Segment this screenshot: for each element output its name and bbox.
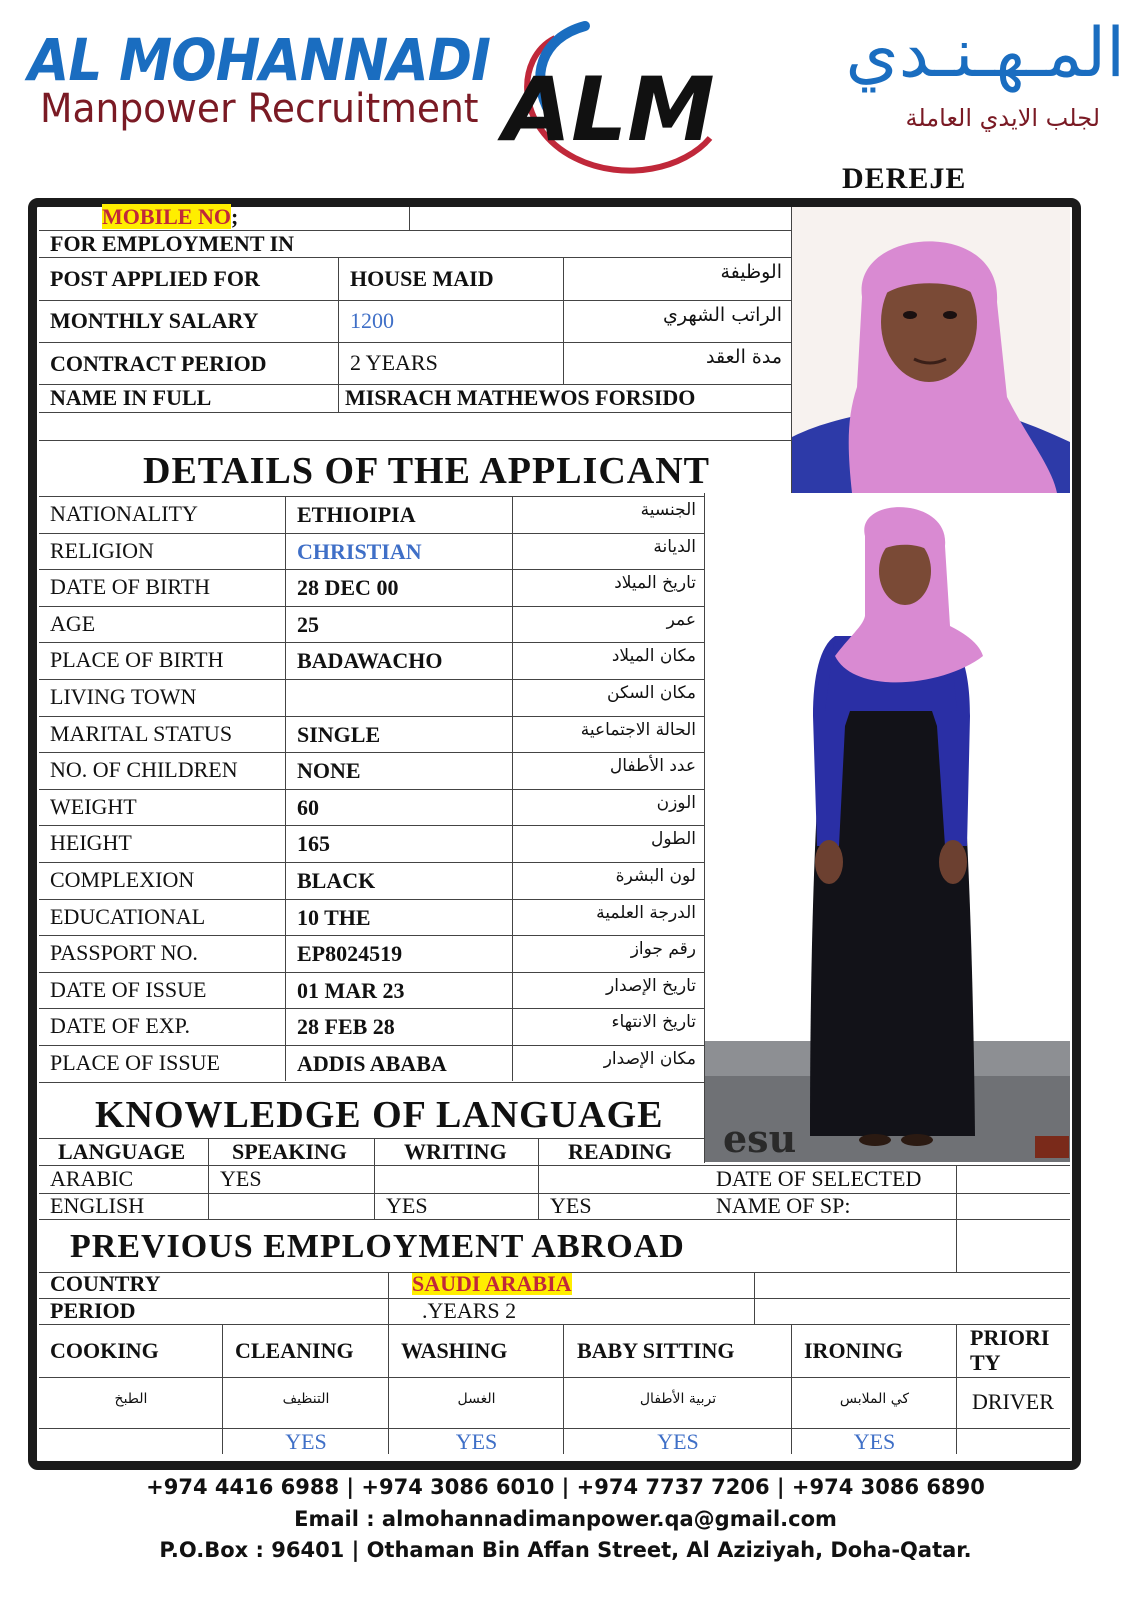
footer-address: P.O.Box : 96401 | Othaman Bin Affan Street, Al Aziziyah, Doha-Qatar.: [159, 1538, 972, 1562]
alm-logo: [495, 18, 725, 178]
skill-baby-sitting: BABY SITTING: [577, 1338, 735, 1363]
post-applied-value: HOUSE MAID: [350, 266, 494, 291]
details-label: DATE OF EXP.: [50, 1013, 190, 1038]
monthly-salary-label: MONTHLY SALARY: [50, 308, 259, 333]
details-value: CHRISTIAN: [297, 539, 422, 564]
footer-email: Email : almohannadimanpower.qa@gmail.com: [294, 1507, 837, 1531]
details-value: BADAWACHO: [297, 648, 443, 673]
details-row-divider: [39, 679, 704, 680]
details-row-divider: [39, 825, 704, 826]
brand-name-english: AL MOHANNADI: [28, 26, 491, 94]
details-row-divider: [39, 1008, 704, 1009]
details-arabic-label: عمر: [666, 610, 696, 630]
lang-arabic-speaking: YES: [220, 1166, 262, 1191]
details-label: MARITAL STATUS: [50, 721, 233, 746]
details-arabic-label: مكان السكن: [607, 683, 696, 703]
details-label: RELIGION: [50, 538, 154, 563]
details-value: EP8024519: [297, 941, 403, 966]
details-title: DETAILS OF THE APPLICANT: [143, 450, 711, 492]
skill-washing-arabic: الغسل: [457, 1391, 496, 1407]
post-applied-label: POST APPLIED FOR: [50, 266, 260, 291]
country-value: SAUDI ARABIA: [412, 1271, 572, 1296]
details-arabic-label: تاريخ الانتهاء: [611, 1012, 696, 1032]
priority-label-line2: TY: [970, 1350, 1001, 1375]
details-row-divider: [39, 935, 704, 936]
details-arabic-label: الدرجة العلمية: [596, 903, 696, 923]
brand-tagline-arabic: لجلب الايدي العاملة: [905, 104, 1100, 132]
skill-washing-value: YES: [455, 1429, 498, 1454]
details-arabic-label: الوزن: [656, 793, 696, 813]
mobile-label: MOBILE NO: [102, 204, 231, 229]
lang-row-english: ENGLISH: [50, 1193, 145, 1218]
skill-cooking: COOKING: [50, 1338, 159, 1363]
name-in-full-label: NAME IN FULL: [50, 385, 212, 410]
full-body-photo: [705, 496, 1070, 1162]
details-value: 01 MAR 23: [297, 978, 405, 1003]
details-arabic-label: الديانة: [653, 537, 696, 557]
skill-baby-sitting-arabic: تربية الأطفال: [639, 1391, 717, 1407]
details-value: 60: [297, 795, 319, 820]
details-value: ETHIOIPIA: [297, 502, 416, 527]
name-of-sp-label: NAME OF SP:: [716, 1193, 851, 1218]
details-row-divider: [39, 533, 704, 534]
details-row-divider: [39, 862, 704, 863]
details-row-divider: [39, 899, 704, 900]
details-row-divider: [39, 642, 704, 643]
monthly-salary-arabic: الراتب الشهري: [663, 304, 782, 326]
agent-name: DEREJE: [842, 162, 967, 195]
skill-ironing: IRONING: [804, 1338, 904, 1363]
employment-in-label: FOR EMPLOYMENT IN: [50, 231, 295, 256]
details-value: 10 THE: [297, 905, 371, 930]
details-row-divider: [39, 972, 704, 973]
contract-period-arabic: مدة العقد: [706, 346, 782, 368]
contract-period-label: CONTRACT PERIOD: [50, 351, 267, 376]
skill-cleaning-value: YES: [285, 1429, 327, 1454]
footer-phones: +974 4416 6988 | +974 3086 6010 | +974 7737 7206 | +974 3086 6890: [146, 1475, 985, 1499]
skill-baby-sitting-value: YES: [657, 1429, 699, 1454]
lang-row-arabic: ARABIC: [50, 1166, 134, 1191]
previous-employment-title: PREVIOUS EMPLOYMENT ABROAD: [70, 1228, 685, 1265]
details-arabic-label: الطول: [651, 829, 696, 849]
period-label: PERIOD: [50, 1298, 136, 1323]
details-arabic-label: الجنسية: [640, 500, 696, 520]
details-row-divider: [39, 606, 704, 607]
details-label: AGE: [50, 611, 96, 636]
skill-washing: WASHING: [401, 1338, 508, 1363]
lang-header-language: LANGUAGE: [58, 1139, 186, 1164]
date-of-selected-label: DATE OF SELECTED: [716, 1166, 922, 1191]
details-label: LIVING TOWN: [50, 684, 197, 709]
details-value: 28 FEB 28: [297, 1014, 395, 1039]
details-value: 28 DEC 00: [297, 575, 399, 600]
name-in-full-value: MISRACH MATHEWOS FORSIDO: [345, 385, 696, 410]
priority-value: DRIVER: [972, 1389, 1054, 1414]
details-label: PASSPORT NO.: [50, 940, 198, 965]
details-label: NATIONALITY: [50, 501, 198, 526]
details-row-divider: [39, 752, 704, 753]
contract-period-value: 2 YEARS: [350, 350, 438, 375]
details-arabic-label: تاريخ الميلاد: [614, 573, 696, 593]
brand-name-arabic: المـهـنـدي: [845, 14, 1125, 93]
details-value: ADDIS ABABA: [297, 1051, 447, 1076]
details-label: HEIGHT: [50, 830, 132, 855]
details-row-divider: [39, 789, 704, 790]
skill-cleaning: CLEANING: [235, 1338, 354, 1363]
details-value: 25: [297, 612, 319, 637]
details-arabic-label: تاريخ الإصدار: [606, 976, 696, 996]
details-row-divider: [39, 716, 704, 717]
brand-tagline-english: Manpower Recruitment: [40, 86, 479, 132]
skill-ironing-arabic: كي الملابس: [839, 1391, 910, 1407]
details-label: WEIGHT: [50, 794, 137, 819]
mobile-suffix: ;: [230, 204, 239, 229]
details-arabic-label: مكان الميلاد: [611, 646, 696, 666]
portrait-photo: [792, 207, 1070, 493]
details-label: COMPLEXION: [50, 867, 195, 892]
country-label: COUNTRY: [50, 1271, 161, 1296]
priority-label-line1: PRIORI: [970, 1325, 1050, 1350]
details-arabic-label: رقم جواز: [630, 939, 696, 959]
details-value: 165: [297, 831, 330, 856]
skill-cleaning-arabic: التنظيف: [282, 1391, 330, 1407]
details-row-divider: [39, 569, 704, 570]
monthly-salary-value: 1200: [350, 308, 394, 333]
details-label: EDUCATIONAL: [50, 904, 206, 929]
details-label: DATE OF ISSUE: [50, 977, 207, 1002]
details-label: DATE OF BIRTH: [50, 574, 211, 599]
details-label: PLACE OF BIRTH: [50, 647, 224, 672]
skill-ironing-value: YES: [853, 1429, 896, 1454]
details-label: NO. OF CHILDREN: [50, 757, 238, 782]
skill-cooking-arabic: الطبخ: [114, 1391, 148, 1407]
photo-watermark: esu: [723, 1116, 797, 1161]
post-applied-arabic: الوظيفة: [720, 261, 782, 283]
details-value: NONE: [297, 758, 361, 783]
mobile-label-wrap: [102, 206, 238, 228]
lang-header-reading: READING: [568, 1139, 672, 1164]
lang-english-writing: YES: [386, 1193, 428, 1218]
details-row-divider: [39, 1082, 704, 1083]
details-arabic-label: مكان الإصدار: [603, 1049, 696, 1069]
lang-header-writing: WRITING: [404, 1139, 507, 1164]
lang-header-speaking: SPEAKING: [232, 1139, 347, 1164]
details-row-divider: [39, 1045, 704, 1046]
details-arabic-label: الحالة الاجتماعية: [580, 720, 696, 740]
details-arabic-label: عدد الأطفال: [609, 756, 696, 776]
lang-english-reading: YES: [550, 1193, 592, 1218]
details-label: PLACE OF ISSUE: [50, 1050, 220, 1075]
details-arabic-label: لون البشرة: [615, 866, 696, 886]
details-value: BLACK: [297, 868, 376, 893]
language-title: KNOWLEDGE OF LANGUAGE: [95, 1094, 664, 1136]
details-value: SINGLE: [297, 722, 381, 747]
logo-mark-text: ALM: [503, 58, 715, 161]
period-value: .YEARS 2: [422, 1298, 517, 1323]
